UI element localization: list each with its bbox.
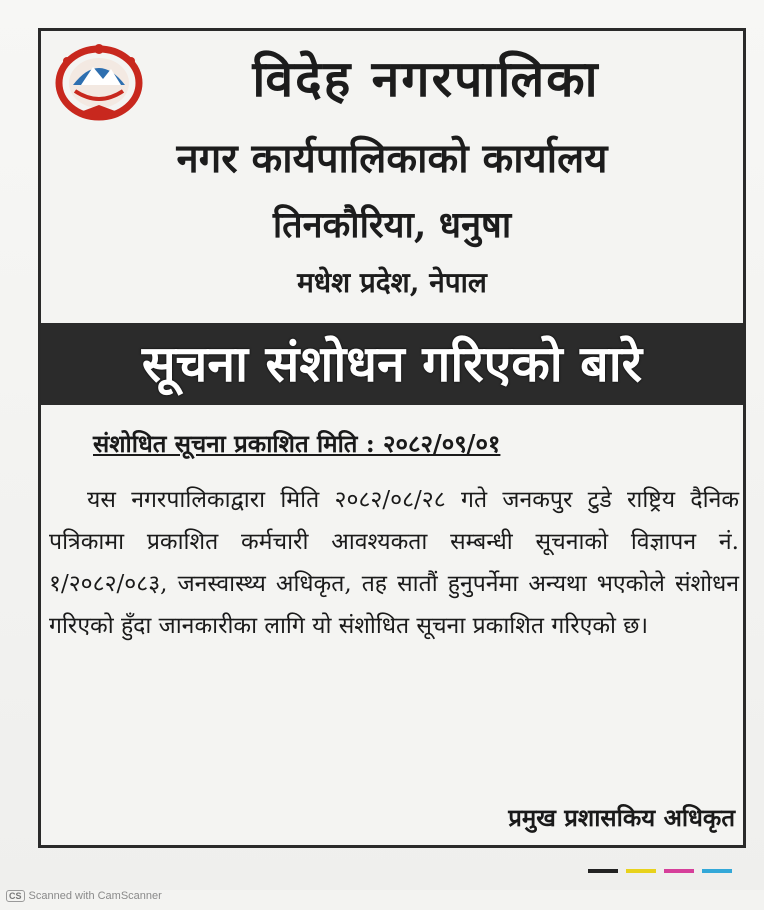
- office-location: तिनकौरिया, धनुषा: [272, 204, 512, 246]
- notice-frame: [38, 28, 746, 848]
- notice-body: [49, 479, 739, 647]
- province-country: मधेश प्रदेश, नेपाल: [297, 266, 487, 299]
- swatch-magenta: [664, 869, 694, 873]
- revised-publish-date: संशोधित सूचना प्रकाशित मिति : २०८२/०९/०१: [93, 429, 501, 458]
- camscanner-logo-icon: CS: [6, 890, 25, 902]
- color-calibration-strip: [588, 858, 748, 864]
- signatory: प्रमुख प्रशासकिय अधिकृत: [508, 803, 735, 832]
- letterhead: [41, 31, 743, 323]
- notice-body-text: यस नगरपालिकाद्वारा मिति २०८२/०८/२८ गते जनकपुर टुडे राष्ट्रिय दैनिक पत्रिकामा प्रकाशित कर्मचारी आवश्यकता सम्बन्धी सूचनाको विज्ञापन नं. १/२०८२/०८३, जनस्वास्थ्य अधिकृत, तह सातौं हुनुपर्नेमा अन्यथा भएकोले संशोधन गरिएको हुँदा जानकारीका लागि यो संशोधित सूचना प्रकाशित गरिएको छ।: [49, 487, 739, 639]
- swatch-black: [588, 869, 618, 873]
- nepal-emblem-icon: [53, 41, 145, 121]
- municipality-name: विदेह नगरपालिका: [252, 49, 600, 108]
- notice-title-banner: सूचना संशोधन गरिएको बारे: [41, 323, 743, 405]
- scanner-watermark: [6, 890, 162, 902]
- scanner-text: Scanned with CamScanner: [28, 890, 162, 902]
- swatch-yellow: [626, 869, 656, 873]
- swatch-cyan: [702, 869, 732, 873]
- office-name: नगर कार्यपालिकाको कार्यालय: [176, 135, 608, 182]
